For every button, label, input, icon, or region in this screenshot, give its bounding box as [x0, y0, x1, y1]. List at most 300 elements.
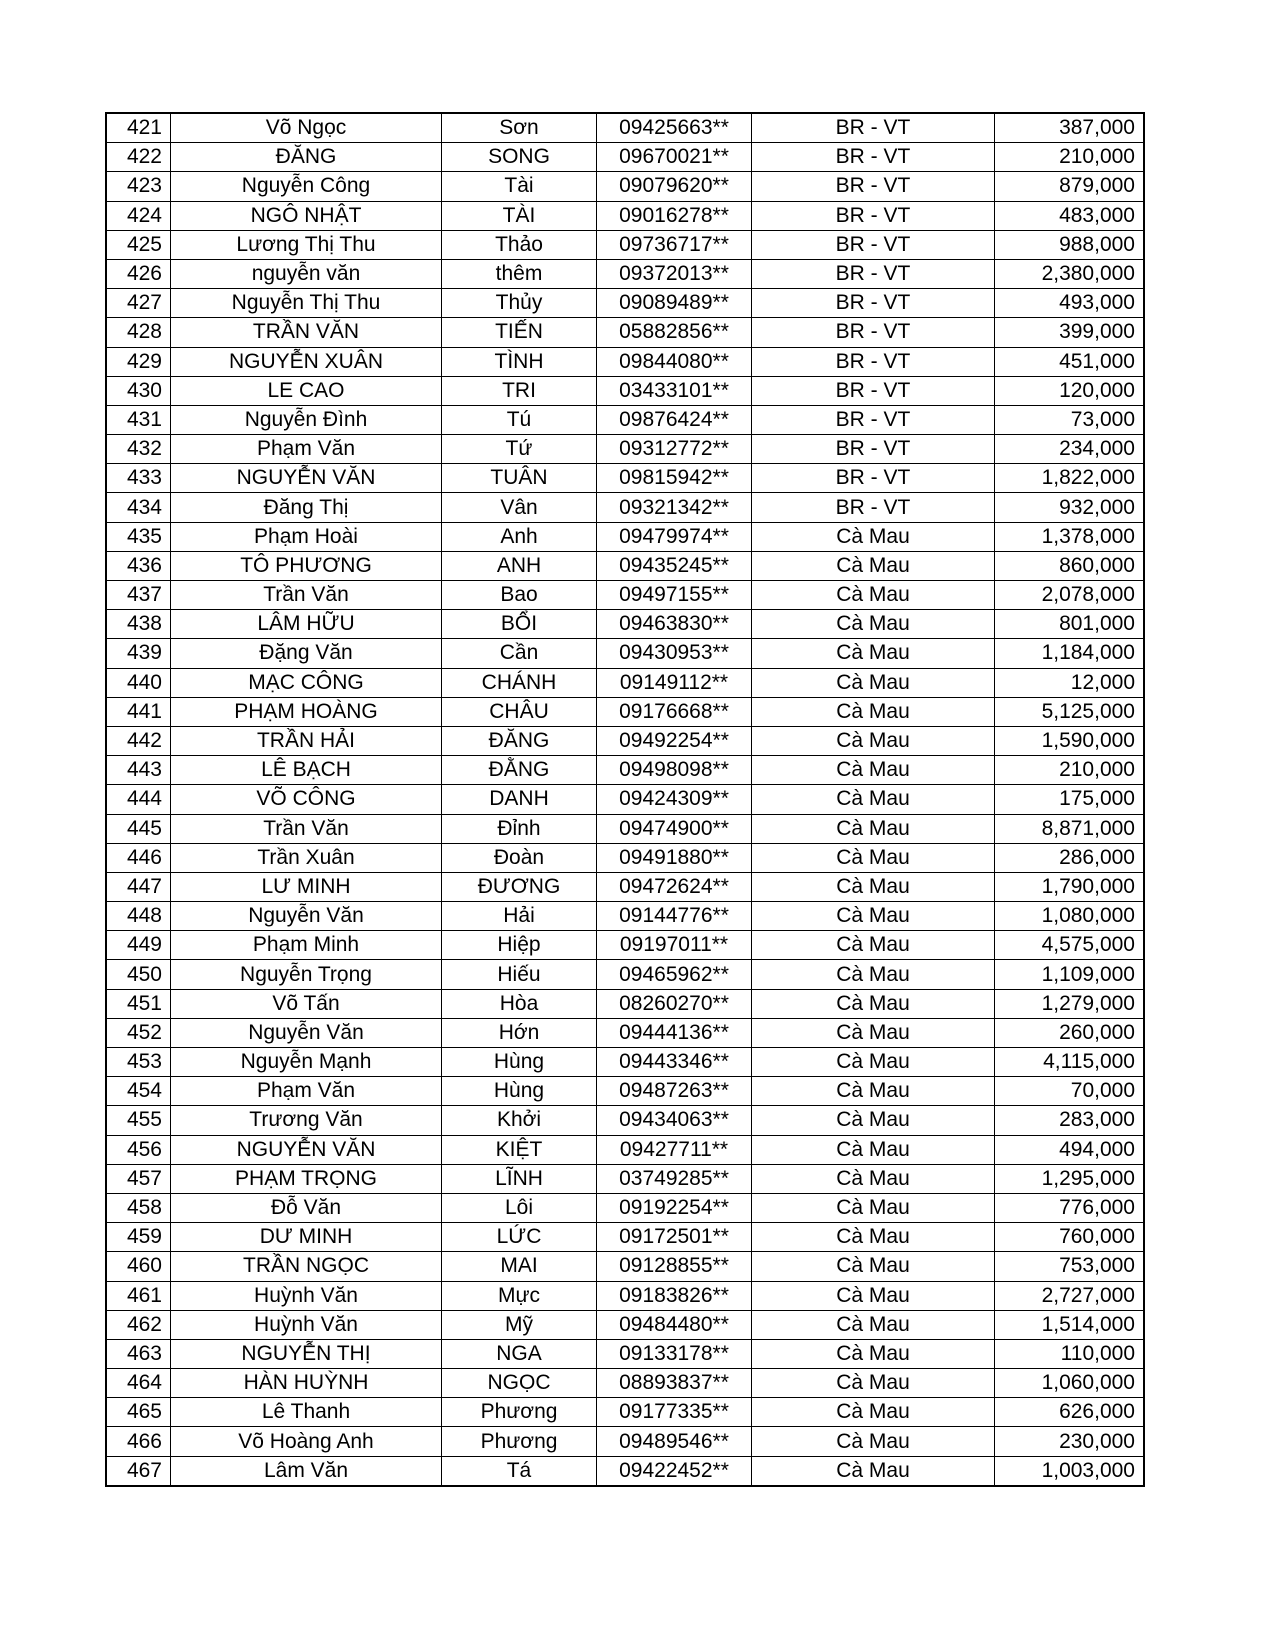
- table-row: [106, 435, 1144, 464]
- province-cell: Cà Mau: [752, 1164, 995, 1193]
- given-name-cell: Hiếu: [442, 960, 597, 989]
- given-name-cell: Bao: [442, 581, 597, 610]
- amount-cell: 2,380,000: [995, 259, 1145, 288]
- surname-cell: TRẦN NGỌC: [171, 1252, 442, 1281]
- phone-cell: 08893837**: [597, 1369, 752, 1398]
- province-cell: Cà Mau: [752, 697, 995, 726]
- table-row: [106, 1252, 1144, 1281]
- given-name-cell: Lôi: [442, 1193, 597, 1222]
- phone-cell: 05882856**: [597, 318, 752, 347]
- surname-cell: Trương Văn: [171, 1106, 442, 1135]
- phone-cell: 09491880**: [597, 843, 752, 872]
- amount-cell: 1,279,000: [995, 989, 1145, 1018]
- phone-cell: 09422452**: [597, 1456, 752, 1486]
- phone-cell: 09177335**: [597, 1398, 752, 1427]
- row-number-cell: 435: [106, 522, 171, 551]
- row-number-cell: 461: [106, 1281, 171, 1310]
- row-number-cell: 452: [106, 1018, 171, 1047]
- given-name-cell: Cần: [442, 639, 597, 668]
- surname-cell: TRẦN VĂN: [171, 318, 442, 347]
- province-cell: Cà Mau: [752, 639, 995, 668]
- given-name-cell: SONG: [442, 143, 597, 172]
- surname-cell: Nguyễn Công: [171, 172, 442, 201]
- row-number-cell: 425: [106, 230, 171, 259]
- row-number-cell: 457: [106, 1164, 171, 1193]
- phone-cell: 09183826**: [597, 1281, 752, 1310]
- amount-cell: 286,000: [995, 843, 1145, 872]
- province-cell: Cà Mau: [752, 1106, 995, 1135]
- table-row: [106, 551, 1144, 580]
- amount-cell: 283,000: [995, 1106, 1145, 1135]
- given-name-cell: TRI: [442, 376, 597, 405]
- phone-cell: 09497155**: [597, 581, 752, 610]
- row-number-cell: 444: [106, 785, 171, 814]
- amount-cell: 801,000: [995, 610, 1145, 639]
- surname-cell: TRẦN HẢI: [171, 726, 442, 755]
- phone-cell: 09424309**: [597, 785, 752, 814]
- given-name-cell: ĐẰNG: [442, 756, 597, 785]
- row-number-cell: 437: [106, 581, 171, 610]
- row-number-cell: 429: [106, 347, 171, 376]
- given-name-cell: Phương: [442, 1398, 597, 1427]
- amount-cell: 879,000: [995, 172, 1145, 201]
- row-number-cell: 453: [106, 1048, 171, 1077]
- surname-cell: nguyễn văn: [171, 259, 442, 288]
- table-row: [106, 522, 1144, 551]
- given-name-cell: LĨNH: [442, 1164, 597, 1193]
- surname-cell: NGUYỄN THỊ: [171, 1339, 442, 1368]
- phone-cell: 09815942**: [597, 464, 752, 493]
- table-row: [106, 726, 1144, 755]
- phone-cell: 09425663**: [597, 113, 752, 143]
- surname-cell: Phạm Minh: [171, 931, 442, 960]
- given-name-cell: MAI: [442, 1252, 597, 1281]
- surname-cell: Trần Xuân: [171, 843, 442, 872]
- surname-cell: LÂM HỮU: [171, 610, 442, 639]
- phone-cell: 09463830**: [597, 610, 752, 639]
- row-number-cell: 431: [106, 405, 171, 434]
- province-cell: BR - VT: [752, 113, 995, 143]
- province-cell: Cà Mau: [752, 1048, 995, 1077]
- amount-cell: 860,000: [995, 551, 1145, 580]
- province-cell: Cà Mau: [752, 1077, 995, 1106]
- province-cell: BR - VT: [752, 289, 995, 318]
- amount-cell: 73,000: [995, 405, 1145, 434]
- amount-cell: 1,109,000: [995, 960, 1145, 989]
- surname-cell: Phạm Văn: [171, 435, 442, 464]
- amount-cell: 626,000: [995, 1398, 1145, 1427]
- province-cell: BR - VT: [752, 201, 995, 230]
- given-name-cell: Tú: [442, 405, 597, 434]
- surname-cell: TÔ PHƯƠNG: [171, 551, 442, 580]
- row-number-cell: 455: [106, 1106, 171, 1135]
- row-number-cell: 448: [106, 902, 171, 931]
- province-cell: Cà Mau: [752, 1018, 995, 1047]
- table-row: [106, 172, 1144, 201]
- row-number-cell: 439: [106, 639, 171, 668]
- province-cell: Cà Mau: [752, 581, 995, 610]
- row-number-cell: 441: [106, 697, 171, 726]
- phone-cell: 09321342**: [597, 493, 752, 522]
- amount-cell: 483,000: [995, 201, 1145, 230]
- surname-cell: Phạm Hoài: [171, 522, 442, 551]
- given-name-cell: Tứ: [442, 435, 597, 464]
- province-cell: Cà Mau: [752, 931, 995, 960]
- given-name-cell: Hòa: [442, 989, 597, 1018]
- given-name-cell: Phương: [442, 1427, 597, 1456]
- province-cell: Cà Mau: [752, 522, 995, 551]
- table-row: [106, 1369, 1144, 1398]
- row-number-cell: 445: [106, 814, 171, 843]
- row-number-cell: 446: [106, 843, 171, 872]
- province-cell: Cà Mau: [752, 1135, 995, 1164]
- table-row: [106, 872, 1144, 901]
- phone-cell: 09736717**: [597, 230, 752, 259]
- amount-cell: 210,000: [995, 143, 1145, 172]
- surname-cell: ĐĂNG: [171, 143, 442, 172]
- row-number-cell: 465: [106, 1398, 171, 1427]
- amount-cell: 70,000: [995, 1077, 1145, 1106]
- province-cell: Cà Mau: [752, 726, 995, 755]
- given-name-cell: DANH: [442, 785, 597, 814]
- phone-cell: 09489546**: [597, 1427, 752, 1456]
- amount-cell: 1,003,000: [995, 1456, 1145, 1486]
- row-number-cell: 450: [106, 960, 171, 989]
- table-row: [106, 814, 1144, 843]
- given-name-cell: TÀI: [442, 201, 597, 230]
- amount-cell: 387,000: [995, 113, 1145, 143]
- given-name-cell: BỔI: [442, 610, 597, 639]
- phone-cell: 09484480**: [597, 1310, 752, 1339]
- phone-cell: 09172501**: [597, 1223, 752, 1252]
- surname-cell: LÊ BẠCH: [171, 756, 442, 785]
- given-name-cell: Hớn: [442, 1018, 597, 1047]
- phone-cell: 09465962**: [597, 960, 752, 989]
- phone-cell: 09474900**: [597, 814, 752, 843]
- row-number-cell: 426: [106, 259, 171, 288]
- row-number-cell: 428: [106, 318, 171, 347]
- row-number-cell: 436: [106, 551, 171, 580]
- given-name-cell: Hải: [442, 902, 597, 931]
- province-cell: BR - VT: [752, 347, 995, 376]
- row-number-cell: 432: [106, 435, 171, 464]
- surname-cell: Đỗ Văn: [171, 1193, 442, 1222]
- amount-cell: 8,871,000: [995, 814, 1145, 843]
- table-row: [106, 405, 1144, 434]
- amount-cell: 1,184,000: [995, 639, 1145, 668]
- row-number-cell: 460: [106, 1252, 171, 1281]
- surname-cell: MẠC CÔNG: [171, 668, 442, 697]
- given-name-cell: Mực: [442, 1281, 597, 1310]
- surname-cell: Nguyễn Văn: [171, 1018, 442, 1047]
- phone-cell: 09128855**: [597, 1252, 752, 1281]
- row-number-cell: 454: [106, 1077, 171, 1106]
- phone-cell: 09472624**: [597, 872, 752, 901]
- amount-cell: 2,727,000: [995, 1281, 1145, 1310]
- phone-cell: 09430953**: [597, 639, 752, 668]
- row-number-cell: 459: [106, 1223, 171, 1252]
- table-row: [106, 1164, 1144, 1193]
- amount-cell: 2,078,000: [995, 581, 1145, 610]
- row-number-cell: 433: [106, 464, 171, 493]
- surname-cell: NGUYỄN VĂN: [171, 1135, 442, 1164]
- phone-cell: 09498098**: [597, 756, 752, 785]
- table-body: [106, 113, 1144, 1486]
- province-cell: Cà Mau: [752, 872, 995, 901]
- province-cell: Cà Mau: [752, 1339, 995, 1368]
- amount-cell: 230,000: [995, 1427, 1145, 1456]
- given-name-cell: CHÂU: [442, 697, 597, 726]
- row-number-cell: 430: [106, 376, 171, 405]
- given-name-cell: Tài: [442, 172, 597, 201]
- row-number-cell: 427: [106, 289, 171, 318]
- table-row: [106, 1281, 1144, 1310]
- amount-cell: 493,000: [995, 289, 1145, 318]
- row-number-cell: 440: [106, 668, 171, 697]
- province-cell: Cà Mau: [752, 785, 995, 814]
- table-row: [106, 1048, 1144, 1077]
- phone-cell: 09372013**: [597, 259, 752, 288]
- table-row: [106, 785, 1144, 814]
- row-number-cell: 434: [106, 493, 171, 522]
- phone-cell: 09487263**: [597, 1077, 752, 1106]
- amount-cell: 1,378,000: [995, 522, 1145, 551]
- table-row: [106, 201, 1144, 230]
- phone-cell: 09176668**: [597, 697, 752, 726]
- table-row: [106, 1398, 1144, 1427]
- row-number-cell: 443: [106, 756, 171, 785]
- amount-cell: 1,590,000: [995, 726, 1145, 755]
- surname-cell: PHẠM TRỌNG: [171, 1164, 442, 1193]
- province-cell: BR - VT: [752, 405, 995, 434]
- row-number-cell: 462: [106, 1310, 171, 1339]
- phone-cell: 09079620**: [597, 172, 752, 201]
- given-name-cell: ANH: [442, 551, 597, 580]
- table-row: [106, 843, 1144, 872]
- table-row: [106, 113, 1144, 143]
- surname-cell: Huỳnh Văn: [171, 1310, 442, 1339]
- given-name-cell: TIẾN: [442, 318, 597, 347]
- province-cell: BR - VT: [752, 143, 995, 172]
- amount-cell: 175,000: [995, 785, 1145, 814]
- province-cell: Cà Mau: [752, 1281, 995, 1310]
- given-name-cell: Vân: [442, 493, 597, 522]
- province-cell: Cà Mau: [752, 1456, 995, 1486]
- phone-cell: 09133178**: [597, 1339, 752, 1368]
- amount-cell: 451,000: [995, 347, 1145, 376]
- province-cell: Cà Mau: [752, 1369, 995, 1398]
- table-row: [106, 639, 1144, 668]
- phone-cell: 09016278**: [597, 201, 752, 230]
- province-cell: Cà Mau: [752, 756, 995, 785]
- province-cell: BR - VT: [752, 435, 995, 464]
- province-cell: Cà Mau: [752, 1398, 995, 1427]
- surname-cell: LE CAO: [171, 376, 442, 405]
- province-cell: BR - VT: [752, 376, 995, 405]
- table-row: [106, 1339, 1144, 1368]
- amount-cell: 1,060,000: [995, 1369, 1145, 1398]
- given-name-cell: Sơn: [442, 113, 597, 143]
- province-cell: BR - VT: [752, 230, 995, 259]
- province-cell: Cà Mau: [752, 989, 995, 1018]
- phone-cell: 09444136**: [597, 1018, 752, 1047]
- table-row: [106, 1193, 1144, 1222]
- surname-cell: Võ Tấn: [171, 989, 442, 1018]
- phone-cell: 09844080**: [597, 347, 752, 376]
- surname-cell: PHẠM HOÀNG: [171, 697, 442, 726]
- table-row: [106, 989, 1144, 1018]
- province-cell: BR - VT: [752, 493, 995, 522]
- given-name-cell: Hùng: [442, 1077, 597, 1106]
- amount-cell: 4,115,000: [995, 1048, 1145, 1077]
- table-row: [106, 1018, 1144, 1047]
- province-cell: Cà Mau: [752, 1223, 995, 1252]
- phone-cell: 03749285**: [597, 1164, 752, 1193]
- province-cell: Cà Mau: [752, 843, 995, 872]
- table-row: [106, 756, 1144, 785]
- amount-cell: 753,000: [995, 1252, 1145, 1281]
- row-number-cell: 438: [106, 610, 171, 639]
- row-number-cell: 447: [106, 872, 171, 901]
- amount-cell: 1,822,000: [995, 464, 1145, 493]
- table-row: [106, 581, 1144, 610]
- surname-cell: Võ Ngọc: [171, 113, 442, 143]
- row-number-cell: 458: [106, 1193, 171, 1222]
- amount-cell: 1,514,000: [995, 1310, 1145, 1339]
- given-name-cell: ĐĂNG: [442, 726, 597, 755]
- amount-cell: 210,000: [995, 756, 1145, 785]
- surname-cell: Trần Văn: [171, 814, 442, 843]
- surname-cell: Đặng Văn: [171, 639, 442, 668]
- row-number-cell: 421: [106, 113, 171, 143]
- surname-cell: VÕ CÔNG: [171, 785, 442, 814]
- surname-cell: NGUYỄN VĂN: [171, 464, 442, 493]
- phone-cell: 09427711**: [597, 1135, 752, 1164]
- given-name-cell: TUÂN: [442, 464, 597, 493]
- surname-cell: NGUYỄN XUÂN: [171, 347, 442, 376]
- phone-cell: 09479974**: [597, 522, 752, 551]
- surname-cell: Nguyễn Trọng: [171, 960, 442, 989]
- province-cell: Cà Mau: [752, 1193, 995, 1222]
- province-cell: Cà Mau: [752, 1252, 995, 1281]
- given-name-cell: Tá: [442, 1456, 597, 1486]
- row-number-cell: 463: [106, 1339, 171, 1368]
- row-number-cell: 449: [106, 931, 171, 960]
- table-row: [106, 464, 1144, 493]
- given-name-cell: NGA: [442, 1339, 597, 1368]
- phone-cell: 09443346**: [597, 1048, 752, 1077]
- amount-cell: 1,080,000: [995, 902, 1145, 931]
- table-row: [106, 493, 1144, 522]
- phone-cell: 09089489**: [597, 289, 752, 318]
- phone-cell: 09435245**: [597, 551, 752, 580]
- given-name-cell: Hiệp: [442, 931, 597, 960]
- province-cell: BR - VT: [752, 259, 995, 288]
- table-row: [106, 1456, 1144, 1486]
- table-row: [106, 1310, 1144, 1339]
- given-name-cell: Khởi: [442, 1106, 597, 1135]
- amount-cell: 4,575,000: [995, 931, 1145, 960]
- amount-cell: 260,000: [995, 1018, 1145, 1047]
- given-name-cell: Mỹ: [442, 1310, 597, 1339]
- phone-cell: 09192254**: [597, 1193, 752, 1222]
- given-name-cell: LỨC: [442, 1223, 597, 1252]
- table-row: [106, 347, 1144, 376]
- province-cell: BR - VT: [752, 464, 995, 493]
- given-name-cell: NGỌC: [442, 1369, 597, 1398]
- amount-cell: 776,000: [995, 1193, 1145, 1222]
- table-row: [106, 143, 1144, 172]
- amount-cell: 1,295,000: [995, 1164, 1145, 1193]
- given-name-cell: Đoàn: [442, 843, 597, 872]
- phone-cell: 09312772**: [597, 435, 752, 464]
- phone-cell: 09492254**: [597, 726, 752, 755]
- table-row: [106, 318, 1144, 347]
- given-name-cell: Anh: [442, 522, 597, 551]
- phone-cell: 09149112**: [597, 668, 752, 697]
- phone-cell: 09197011**: [597, 931, 752, 960]
- phone-cell: 09434063**: [597, 1106, 752, 1135]
- province-cell: Cà Mau: [752, 1310, 995, 1339]
- surname-cell: Nguyễn Thị Thu: [171, 289, 442, 318]
- table-row: [106, 960, 1144, 989]
- given-name-cell: KIỆT: [442, 1135, 597, 1164]
- province-cell: BR - VT: [752, 318, 995, 347]
- table-row: [106, 1223, 1144, 1252]
- amount-cell: 1,790,000: [995, 872, 1145, 901]
- surname-cell: Nguyễn Đình: [171, 405, 442, 434]
- surname-cell: Lương Thị Thu: [171, 230, 442, 259]
- row-number-cell: 423: [106, 172, 171, 201]
- amount-cell: 399,000: [995, 318, 1145, 347]
- table-row: [106, 1135, 1144, 1164]
- row-number-cell: 466: [106, 1427, 171, 1456]
- amount-cell: 110,000: [995, 1339, 1145, 1368]
- surname-cell: Huỳnh Văn: [171, 1281, 442, 1310]
- province-cell: Cà Mau: [752, 1427, 995, 1456]
- amount-cell: 932,000: [995, 493, 1145, 522]
- surname-cell: HÀN HUỲNH: [171, 1369, 442, 1398]
- surname-cell: Lê Thanh: [171, 1398, 442, 1427]
- table-row: [106, 1427, 1144, 1456]
- given-name-cell: Thảo: [442, 230, 597, 259]
- surname-cell: Nguyễn Văn: [171, 902, 442, 931]
- given-name-cell: CHÁNH: [442, 668, 597, 697]
- phone-cell: 09876424**: [597, 405, 752, 434]
- table-row: [106, 697, 1144, 726]
- amount-cell: 120,000: [995, 376, 1145, 405]
- amount-cell: 234,000: [995, 435, 1145, 464]
- province-cell: Cà Mau: [752, 814, 995, 843]
- row-number-cell: 424: [106, 201, 171, 230]
- table-row: [106, 289, 1144, 318]
- surname-cell: Trần Văn: [171, 581, 442, 610]
- table-row: [106, 668, 1144, 697]
- surname-cell: DƯ MINH: [171, 1223, 442, 1252]
- given-name-cell: thêm: [442, 259, 597, 288]
- phone-cell: 09670021**: [597, 143, 752, 172]
- row-number-cell: 422: [106, 143, 171, 172]
- table-row: [106, 931, 1144, 960]
- table-row: [106, 230, 1144, 259]
- province-cell: Cà Mau: [752, 610, 995, 639]
- data-table: [105, 112, 1145, 1487]
- amount-cell: 760,000: [995, 1223, 1145, 1252]
- phone-cell: 09144776**: [597, 902, 752, 931]
- row-number-cell: 442: [106, 726, 171, 755]
- row-number-cell: 456: [106, 1135, 171, 1164]
- amount-cell: 494,000: [995, 1135, 1145, 1164]
